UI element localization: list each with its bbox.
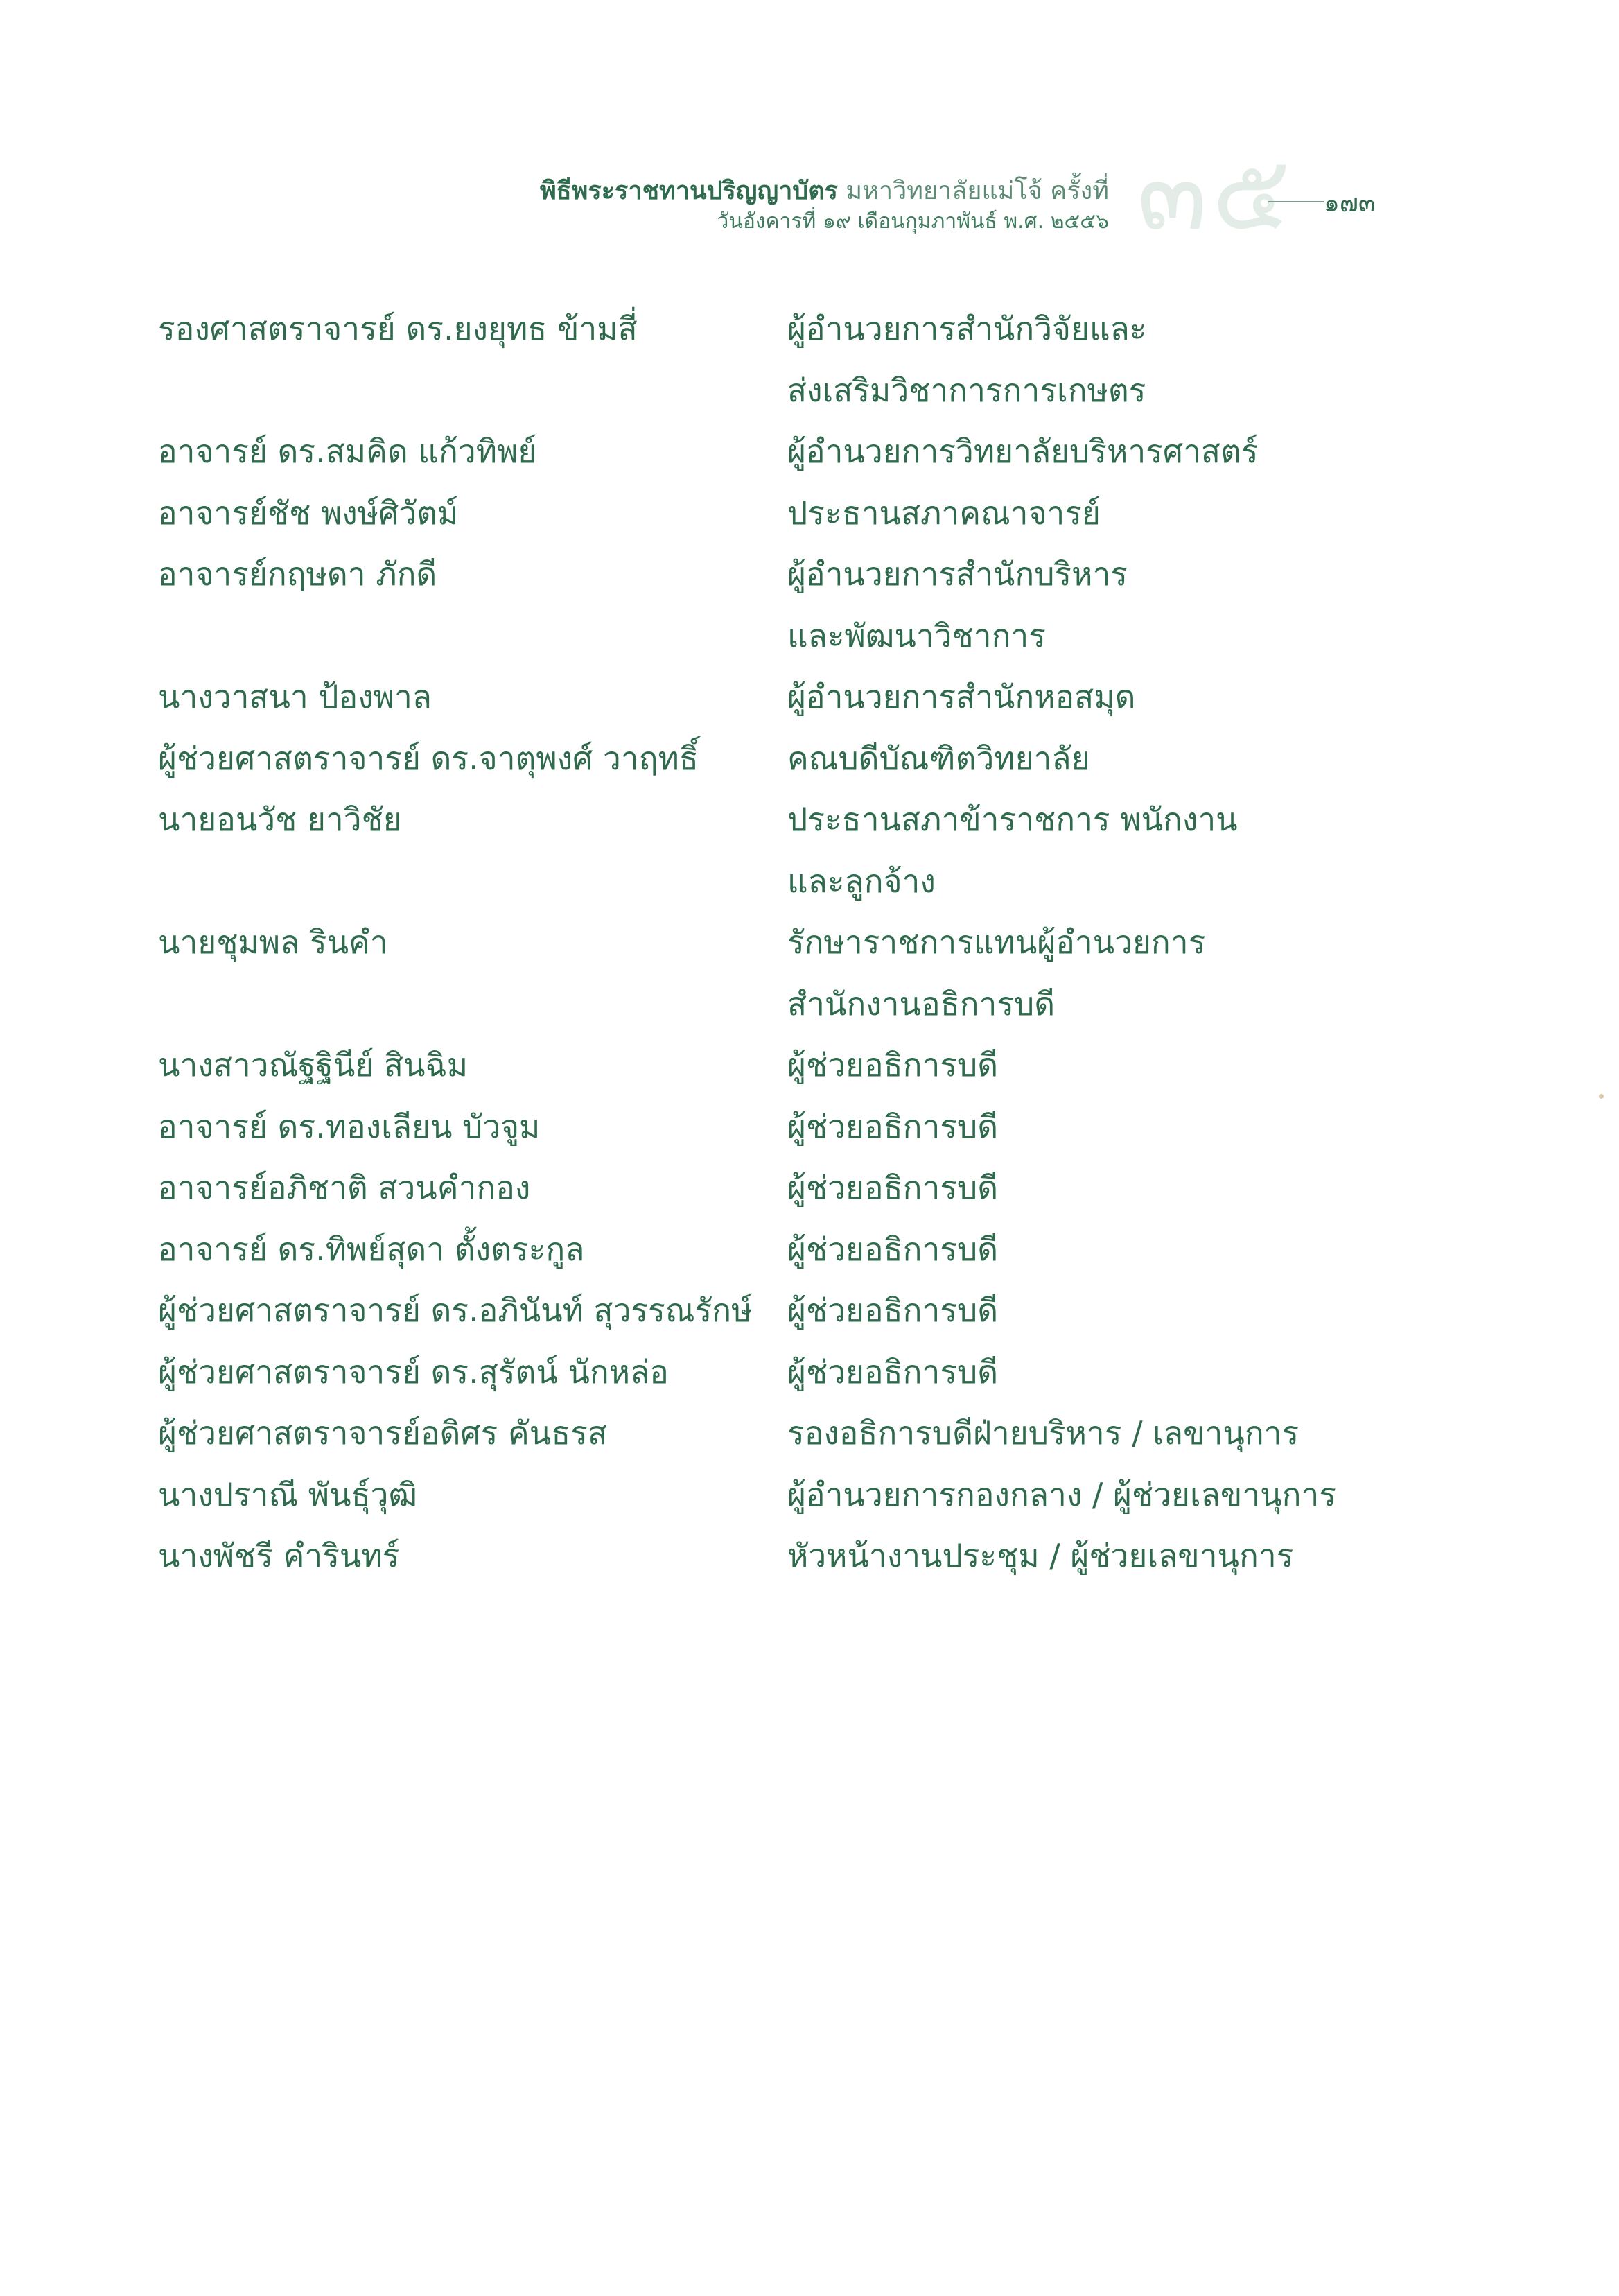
person-name: รองศาสตราจารย์ ดร.ยงยุทธ ข้ามสี่ <box>158 310 638 347</box>
person-position: ผู้ช่วยอธิการบดี <box>787 1230 999 1268</box>
person-position: ผู้ช่วยอธิการบดี <box>787 1292 999 1329</box>
person-position: คณบดีบัณฑิตวิทยาลัย <box>787 739 1090 777</box>
roster-row <box>158 1402 1392 1464</box>
roster-row-continuation <box>158 851 1392 912</box>
person-name: นายชุมพล รินคำ <box>158 923 388 961</box>
person-name: ผู้ช่วยศาสตราจารย์ ดร.สุรัตน์ นักหล่อ <box>158 1353 669 1391</box>
roster-row <box>158 543 1392 605</box>
ceremony-title-line <box>540 171 1109 210</box>
name-column-spacer <box>158 360 787 421</box>
person-position-continued: และลูกจ้าง <box>787 862 936 900</box>
person-name: นายอนวัช ยาวิชัย <box>158 801 402 838</box>
person-name: อาจารย์กฤษดา ภักดี <box>158 555 437 593</box>
person-name: อาจารย์ ดร.ทองเลียน บัวจูม <box>158 1107 541 1145</box>
person-position: ผู้อำนวยการสำนักหอสมุด <box>787 678 1136 715</box>
page-number-rule <box>1268 201 1324 202</box>
person-position-continued: ส่งเสริมวิชาการการเกษตร <box>787 371 1146 409</box>
roster-row <box>158 1157 1392 1219</box>
person-name: ผู้ช่วยศาสตราจารย์อดิศร คันธรส <box>158 1414 608 1452</box>
person-position: ประธานสภาคณาจารย์ <box>787 494 1101 532</box>
person-position-continued: และพัฒนาวิชาการ <box>787 616 1046 654</box>
person-name: ผู้ช่วยศาสตราจารย์ ดร.จาตุพงศ์ วาฤทธิ์ <box>158 739 699 777</box>
roster-row-continuation <box>158 360 1392 421</box>
committee-roster <box>158 298 1392 1587</box>
roster-row <box>158 1034 1392 1096</box>
roster-row <box>158 789 1392 851</box>
person-name: นางปราณี พันธุ์วุฒิ <box>158 1475 417 1513</box>
page-header <box>539 133 1428 262</box>
name-column-spacer <box>158 973 787 1035</box>
roster-row <box>158 1280 1392 1341</box>
roster-row-continuation <box>158 973 1392 1035</box>
roster-row-continuation <box>158 605 1392 667</box>
person-position: ผู้อำนวยการกองกลาง / ผู้ช่วยเลขานุการ <box>787 1475 1337 1513</box>
person-position: ผู้ช่วยอธิการบดี <box>787 1353 999 1391</box>
person-position: ผู้อำนวยการวิทยาลัยบริหารศาสตร์ <box>787 433 1259 470</box>
roster-row <box>158 912 1392 973</box>
ceremony-number-watermark: ๓๕ <box>1137 133 1295 254</box>
person-name: อาจารย์ ดร.ทิพย์สุดา ตั้งตระกูล <box>158 1230 585 1268</box>
person-position: ผู้อำนวยการสำนักบริหาร <box>787 555 1128 593</box>
person-position: ผู้ช่วยอธิการบดี <box>787 1046 999 1084</box>
paper-speck <box>1599 1094 1604 1099</box>
person-name: อาจารย์ ดร.สมคิด แก้วทิพย์ <box>158 433 537 470</box>
person-position: รักษาราชการแทนผู้อำนวยการ <box>787 923 1206 961</box>
roster-row <box>158 728 1392 790</box>
person-position: ผู้ช่วยอธิการบดี <box>787 1169 999 1206</box>
page-number: ๑๗๓ <box>1324 189 1376 218</box>
person-name: ผู้ช่วยศาสตราจารย์ ดร.อภินันท์ สุวรรณรักษ์ <box>158 1292 753 1329</box>
roster-row <box>158 1219 1392 1280</box>
name-column-spacer <box>158 851 787 912</box>
roster-row <box>158 421 1392 482</box>
roster-row <box>158 482 1392 544</box>
roster-row <box>158 298 1392 360</box>
roster-row <box>158 1525 1392 1587</box>
person-name: อาจารย์ชัช พงษ์ศิวัตม์ <box>158 494 459 532</box>
university-name: มหาวิทยาลัยแม่โจ้ ครั้งที่ <box>846 177 1109 205</box>
ceremony-date: วันอังคารที่ ๑๙ เดือนกุมภาพันธ์ พ.ศ. ๒๕๕๖ <box>717 209 1109 234</box>
person-position: ประธานสภาข้าราชการ พนักงาน <box>787 801 1238 838</box>
person-name: อาจารย์อภิชาติ สวนคำกอง <box>158 1169 531 1206</box>
person-name: นางวาสนา ป้องพาล <box>158 678 432 715</box>
roster-row <box>158 1464 1392 1526</box>
roster-row <box>158 1096 1392 1158</box>
person-position: ผู้อำนวยการสำนักวิจัยและ <box>787 310 1147 347</box>
person-position-continued: สำนักงานอธิการบดี <box>787 984 1056 1023</box>
person-name: นางสาวณัฐฐินีย์ สินฉิม <box>158 1046 469 1084</box>
person-position: รองอธิการบดีฝ่ายบริหาร / เลขานุการ <box>787 1414 1299 1452</box>
person-position: หัวหน้างานประชุม / ผู้ช่วยเลขานุการ <box>787 1537 1294 1574</box>
ceremony-title: พิธีพระราชทานปริญญาบัตร <box>539 177 838 205</box>
person-position: ผู้ช่วยอธิการบดี <box>787 1107 999 1145</box>
roster-row <box>158 1341 1392 1403</box>
roster-row <box>158 666 1392 728</box>
name-column-spacer <box>158 605 787 667</box>
person-name: นางพัชรี คำรินทร์ <box>158 1537 400 1574</box>
